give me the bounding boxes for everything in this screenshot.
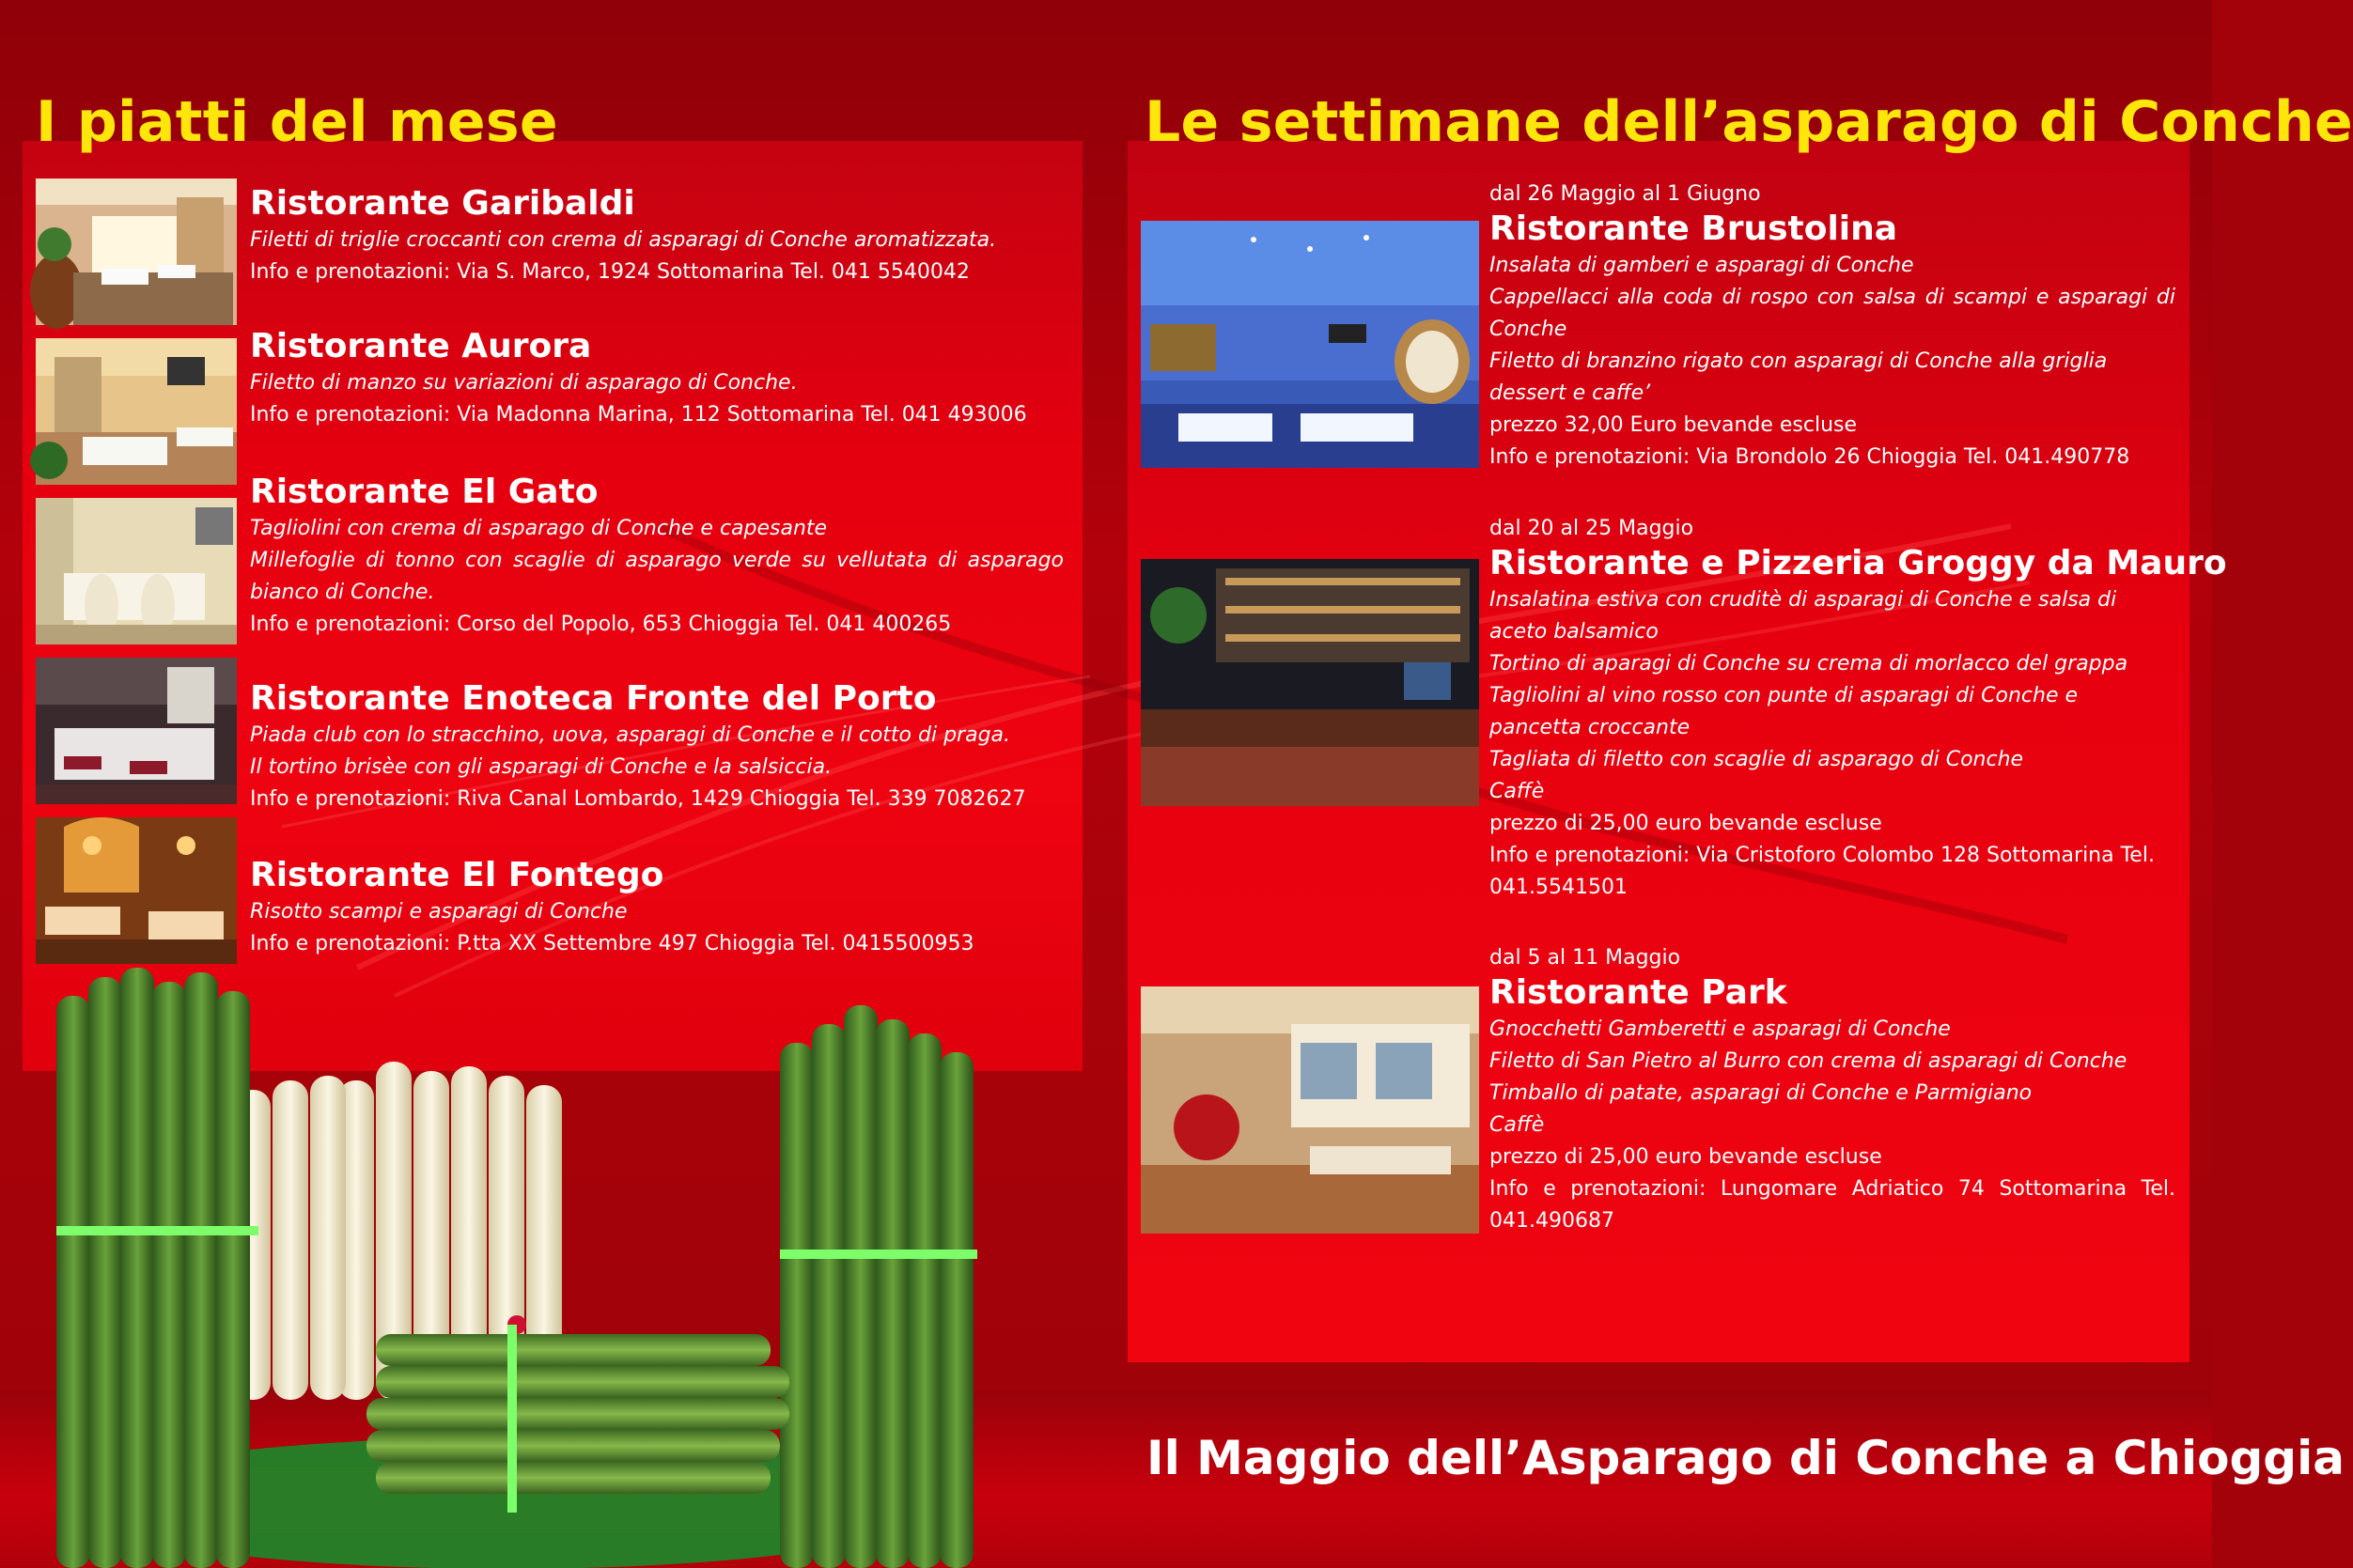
week-date: dal 20 al 25 Maggio [1489, 517, 1694, 540]
dish-line: Risotto scampi e asparagi di Conche [250, 900, 628, 924]
dish-line: Tagliolini con crema di asparago di Conche e capesante [250, 517, 828, 540]
asparagus-bundles-illustration [56, 968, 1090, 1568]
restaurant-entry-garibaldi [250, 183, 1077, 288]
restaurant-photo-groggy [1141, 559, 1479, 806]
price: prezzo 32,00 Euro bevande escluse [1489, 413, 1858, 437]
dish-line: Insalatina estiva con cruditè di asparagi di Conche e salsa di aceto balsamico [1489, 588, 2117, 644]
dish-line: Gnocchetti Gamberetti e asparagi di Conche [1489, 1017, 1951, 1041]
booking-info: Info e prenotazioni: Lungomare Adriatico 74 Sottomarina Tel. 041.490687 [1489, 1177, 2175, 1233]
restaurant-name: Ristorante El Gato [250, 473, 599, 511]
booking-info: Info e prenotazioni: Via Madonna Marina, 112 Sottomarina Tel. 041 493006 [250, 403, 1027, 427]
dish-line: dessert e caffe’ [1489, 381, 1651, 405]
page-title-right: Le settimane dell’asparago di Conche [1145, 89, 2353, 155]
restaurant-photo-park [1141, 986, 1479, 1234]
booking-info: Info e prenotazioni: Via Brondolo 26 Chioggia Tel. 041.490778 [1489, 445, 2130, 469]
dish-line: Filetto di manzo su variazioni di asparago di Conche. [250, 371, 798, 395]
dish-line: Filetto di branzino rigato con asparagi di Conche alla griglia [1489, 349, 2108, 373]
booking-info: Info e prenotazioni: Via Cristoforo Colombo 128 Sottomarina Tel. 041.5541501 [1489, 844, 2155, 899]
dish-line: Cappellacci alla coda di rospo con salsa di scampi e asparagi di Conche [1489, 286, 2175, 341]
restaurant-name: Ristorante Park [1489, 973, 1787, 1012]
dish-line: Piada club con lo stracchino, uova, asparagi di Conche e il cotto di praga. [250, 723, 1011, 747]
restaurant-entry-el-fontego [250, 855, 1077, 960]
footer-title: Il Maggio dell’Asparago di Conche a Chioggia [1146, 1431, 2345, 1485]
restaurant-name: Ristorante Enoteca Fronte del Porto [250, 679, 937, 718]
booking-info: Info e prenotazioni: Via S. Marco, 1924 Sottomarina Tel. 041 5540042 [250, 260, 970, 284]
dish-line: Il tortino brisèe con gli asparagi di Conche e la salsiccia. [250, 755, 833, 779]
dish-line: Tagliata di filetto con scaglie di asparago di Conche [1489, 748, 2024, 771]
restaurant-entry-fronte-del-porto [250, 678, 1077, 815]
dish-line: Filetto di San Pietro al Burro con crema di asparagi di Conche [1489, 1049, 2127, 1073]
restaurant-photo-el-gato [36, 498, 237, 644]
restaurant-name: Ristorante Aurora [250, 327, 592, 365]
week-entry-park [1489, 944, 2175, 1237]
restaurant-name: Ristorante e Pizzeria Groggy da Mauro [1489, 544, 2227, 582]
price: prezzo di 25,00 euro bevande escluse [1489, 1145, 1882, 1169]
week-date: dal 26 Maggio al 1 Giugno [1489, 182, 1761, 206]
dish-line: Tagliolini al vino rosso con punte di asparagi di Conche e pancetta croccante [1489, 684, 2079, 739]
restaurant-photo-brustolina [1141, 221, 1479, 468]
restaurant-photo-fronte-del-porto [36, 658, 237, 804]
restaurant-name: Ristorante Brustolina [1489, 210, 1898, 248]
dish-line: Insalata di gamberi e asparagi di Conche [1489, 254, 1914, 277]
dish-line: Timballo di patate, asparagi di Conche e Parmigiano [1489, 1081, 2033, 1105]
booking-info: Info e prenotazioni: Riva Canal Lombardo, 1429 Chioggia Tel. 339 7082627 [250, 787, 1026, 811]
dish-line: Caffè [1489, 1113, 1545, 1137]
week-date: dal 5 al 11 Maggio [1489, 946, 1681, 970]
dish-line: Caffè [1489, 780, 1545, 803]
restaurant-name: Ristorante Garibaldi [250, 184, 635, 223]
restaurant-photo-el-fontego [36, 817, 237, 964]
restaurant-name: Ristorante El Fontego [250, 856, 664, 894]
booking-info: Info e prenotazioni: P.tta XX Settembre 497 Chioggia Tel. 0415500953 [250, 932, 974, 955]
price: prezzo di 25,00 euro bevande escluse [1489, 812, 1882, 835]
dish-line: Millefoglie di tonno con scaglie di asparago verde su vellutata di asparago bianco di Conche. [250, 549, 1064, 604]
week-entry-brustolina [1489, 180, 2175, 474]
booking-info: Info e prenotazioni: Corso del Popolo, 653 Chioggia Tel. 041 400265 [250, 613, 952, 636]
restaurant-entry-aurora [250, 326, 1077, 431]
page-title-left: I piatti del mese [36, 89, 558, 155]
restaurant-entry-el-gato [250, 472, 1064, 641]
dish-line: Tortino di aparagi di Conche su crema di morlacco del grappa [1489, 652, 2128, 675]
restaurant-photo-garibaldi [36, 179, 237, 325]
restaurant-photo-aurora [36, 338, 237, 485]
dish-line: Filetti di triglie croccanti con crema di asparagi di Conche aromatizzata. [250, 228, 997, 252]
week-entry-groggy [1489, 515, 2227, 904]
